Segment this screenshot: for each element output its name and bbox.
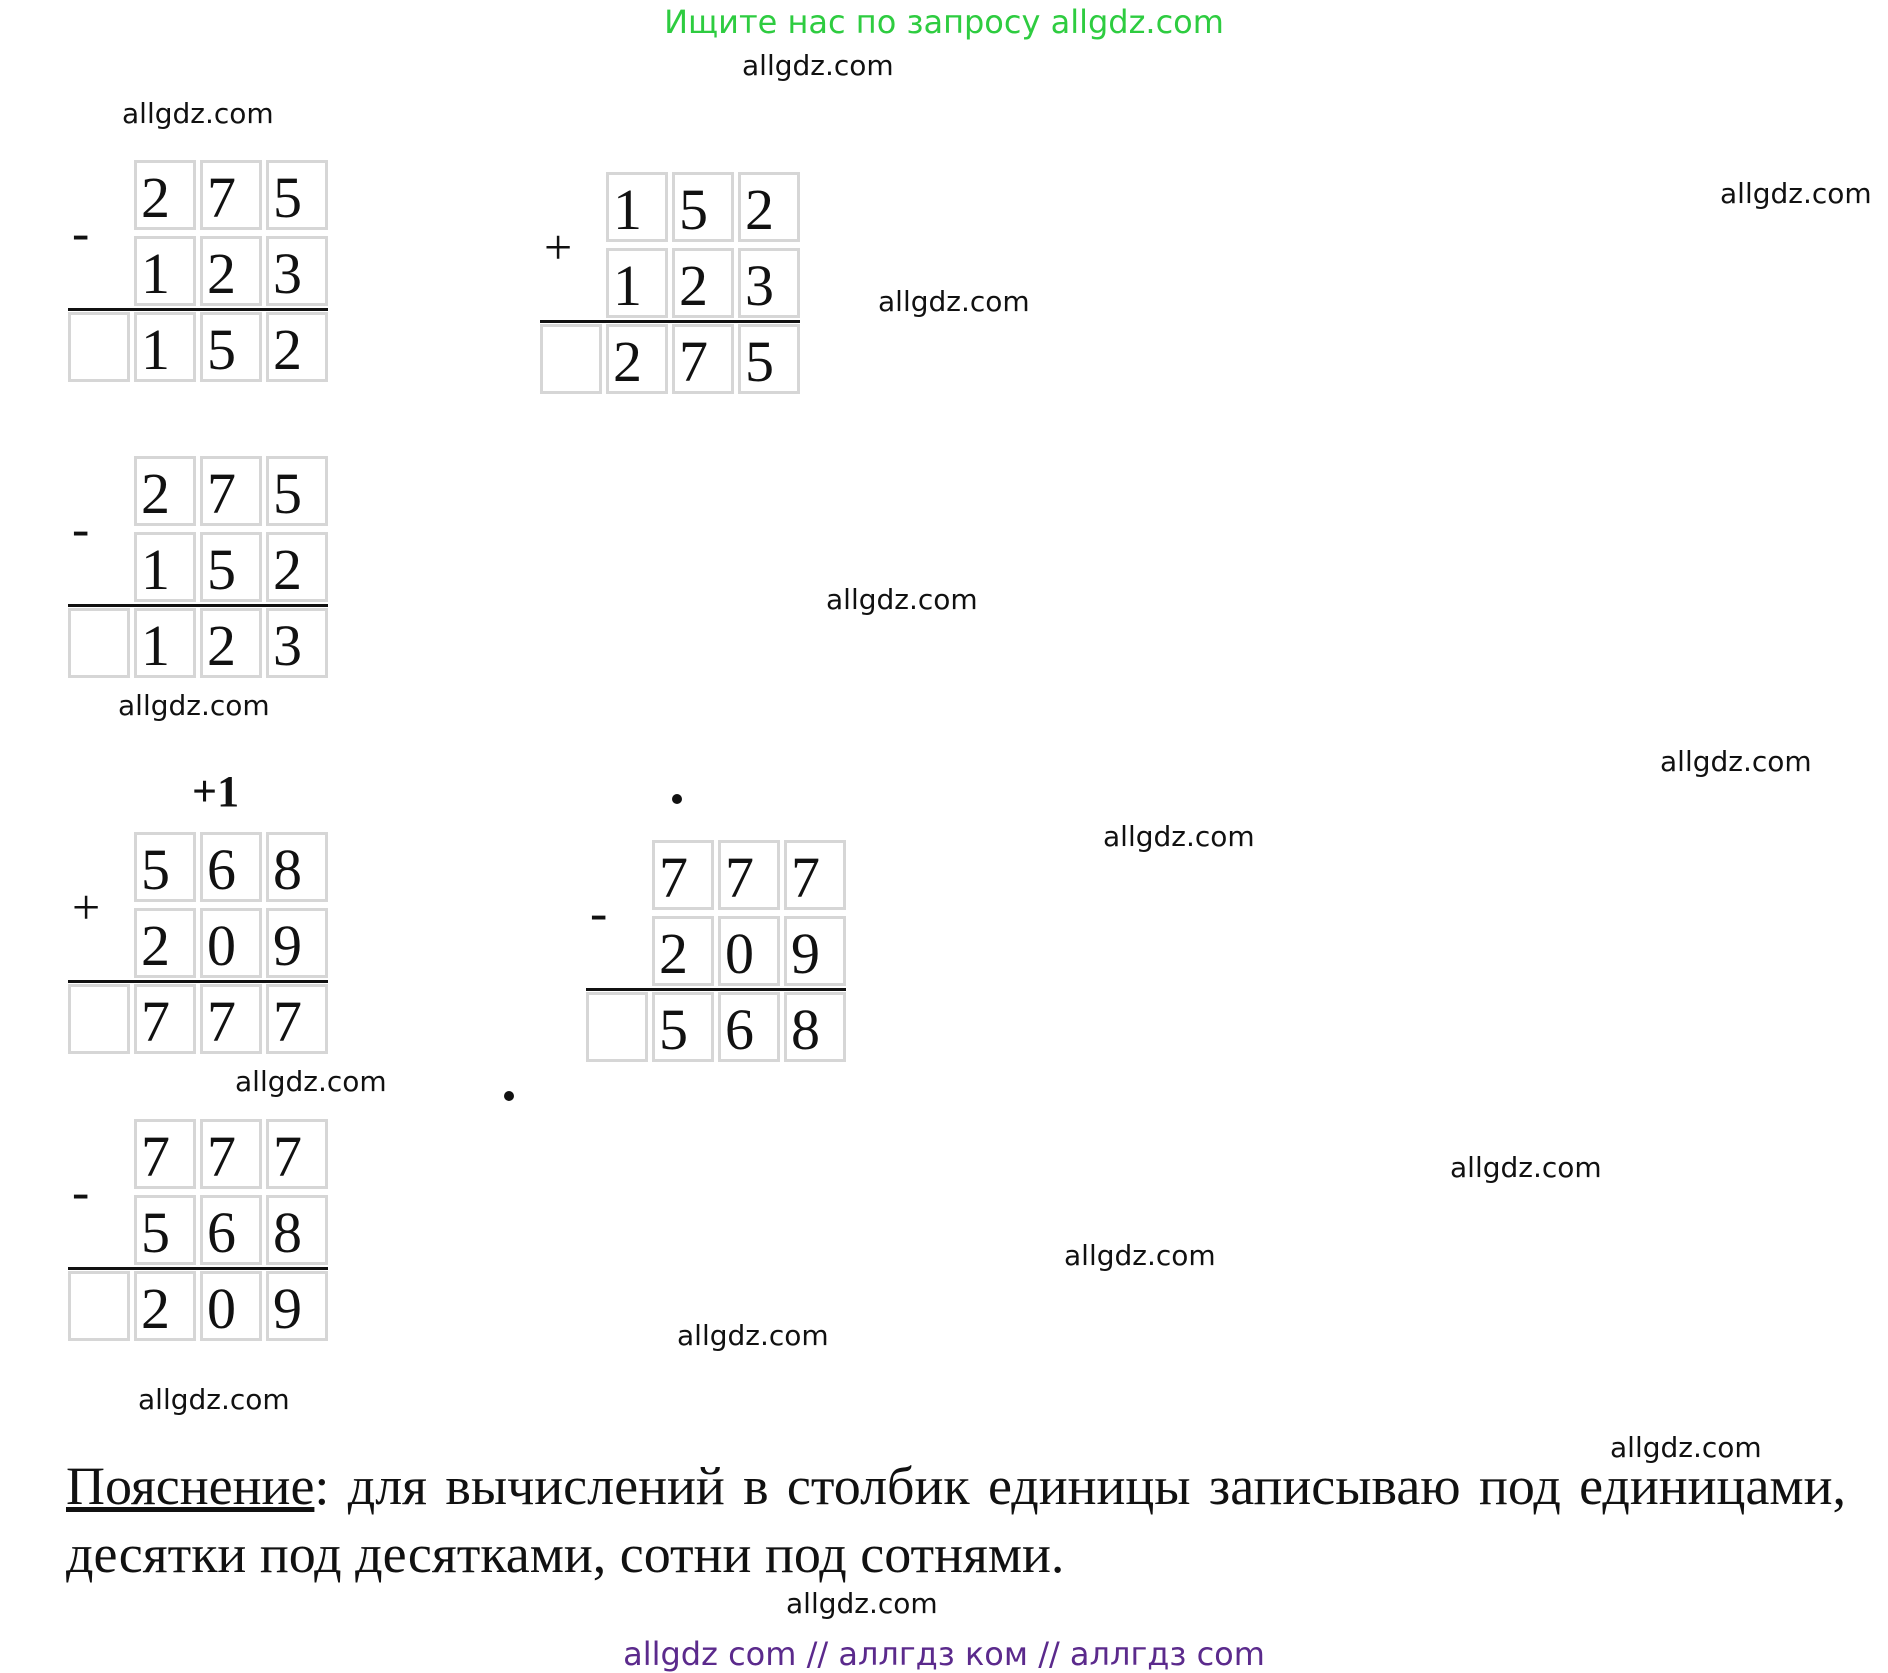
result-digit: 0 (200, 1271, 262, 1341)
result-line (586, 988, 846, 991)
watermark: allgdz.com (1660, 745, 1812, 778)
column-subtraction-1 (68, 160, 332, 388)
result-line (68, 980, 328, 983)
operand-digit: 6 (200, 1195, 262, 1265)
operand-digit: 0 (200, 908, 262, 978)
operand-digit: 9 (784, 916, 846, 986)
operand-digit: 2 (738, 172, 800, 242)
operand-digit: 1 (606, 248, 668, 318)
column-subtraction-3 (586, 840, 850, 1068)
minus-sign: - (590, 885, 608, 942)
empty-cell (68, 312, 130, 382)
result-digit: 5 (200, 312, 262, 382)
operand-digit: 7 (718, 840, 780, 910)
column-subtraction-4 (68, 1119, 332, 1347)
result-line (68, 604, 328, 607)
watermark: allgdz.com (122, 97, 274, 130)
empty-cell (68, 608, 130, 678)
watermark: allgdz.com (118, 689, 270, 722)
operand-digit: 7 (784, 840, 846, 910)
operand-digit: 5 (266, 456, 328, 526)
explanation-title: Пояснение (66, 1456, 315, 1516)
result-digit: 5 (738, 324, 800, 394)
stray-dot (672, 794, 682, 804)
operand-digit: 5 (266, 160, 328, 230)
column-addition-2 (68, 767, 332, 1060)
operand-digit: 7 (200, 160, 262, 230)
operand-digit: 5 (134, 1195, 196, 1265)
operand-digit: 7 (266, 1119, 328, 1189)
empty-cell (540, 324, 602, 394)
stray-dot (504, 1091, 514, 1101)
empty-cell (68, 1271, 130, 1341)
bottom-banner[interactable]: allgdz com // аллгдз ком // аллгдз com (623, 1635, 1265, 1673)
explanation-text: : для вычислений в столбик единицы записываю под единицами, десятки под десятками, сотни под сотнями. (66, 1456, 1846, 1584)
result-line (68, 1267, 328, 1270)
explanation (66, 1452, 1846, 1588)
operand-digit: 8 (266, 832, 328, 902)
result-digit: 7 (134, 984, 196, 1054)
operand-digit: 7 (652, 840, 714, 910)
operand-digit: 7 (134, 1119, 196, 1189)
operand-digit: 3 (266, 236, 328, 306)
operand-digit: 2 (652, 916, 714, 986)
operand-digit: 1 (134, 532, 196, 602)
column-subtraction-2 (68, 456, 332, 684)
operand-digit: 2 (200, 236, 262, 306)
watermark: allgdz.com (235, 1065, 387, 1098)
minus-sign: - (72, 205, 90, 262)
watermark: allgdz.com (1450, 1151, 1602, 1184)
operand-digit: 8 (266, 1195, 328, 1265)
result-digit: 3 (266, 608, 328, 678)
result-digit: 9 (266, 1271, 328, 1341)
minus-sign: - (72, 1164, 90, 1221)
result-digit: 7 (672, 324, 734, 394)
result-digit: 2 (266, 312, 328, 382)
operand-digit: 1 (606, 172, 668, 242)
operand-digit: 5 (200, 532, 262, 602)
top-banner[interactable]: Ищите нас по запросу allgdz.com (664, 3, 1224, 41)
result-digit: 8 (784, 992, 846, 1062)
operand-digit: 5 (134, 832, 196, 902)
watermark: allgdz.com (677, 1319, 829, 1352)
operand-digit: 0 (718, 916, 780, 986)
operand-digit: 2 (134, 908, 196, 978)
operand-digit: 7 (200, 456, 262, 526)
carry-mark: +1 (192, 767, 240, 816)
plus-sign: + (544, 219, 573, 275)
operand-digit: 2 (134, 456, 196, 526)
plus-sign: + (72, 879, 101, 935)
watermark: allgdz.com (786, 1587, 938, 1620)
result-digit: 2 (134, 1271, 196, 1341)
column-addition-1 (540, 172, 804, 400)
result-digit: 7 (266, 984, 328, 1054)
minus-sign: - (72, 501, 90, 558)
operand-digit: 2 (134, 160, 196, 230)
result-digit: 2 (606, 324, 668, 394)
empty-cell (68, 984, 130, 1054)
watermark: allgdz.com (1720, 177, 1872, 210)
result-digit: 1 (134, 608, 196, 678)
watermark: allgdz.com (742, 49, 894, 82)
operand-digit: 7 (200, 1119, 262, 1189)
watermark: allgdz.com (1064, 1239, 1216, 1272)
result-digit: 7 (200, 984, 262, 1054)
result-digit: 1 (134, 312, 196, 382)
operand-digit: 3 (738, 248, 800, 318)
result-digit: 6 (718, 992, 780, 1062)
result-line (68, 308, 328, 311)
operand-digit: 5 (672, 172, 734, 242)
operand-digit: 2 (266, 532, 328, 602)
result-digit: 5 (652, 992, 714, 1062)
watermark: allgdz.com (1103, 820, 1255, 853)
watermark: allgdz.com (138, 1383, 290, 1416)
watermark: allgdz.com (1610, 1431, 1762, 1464)
result-digit: 2 (200, 608, 262, 678)
operand-digit: 6 (200, 832, 262, 902)
empty-cell (586, 992, 648, 1062)
operand-digit: 2 (672, 248, 734, 318)
watermark: allgdz.com (826, 583, 978, 616)
operand-digit: 9 (266, 908, 328, 978)
result-line (540, 320, 800, 323)
watermark: allgdz.com (878, 285, 1030, 318)
operand-digit: 1 (134, 236, 196, 306)
